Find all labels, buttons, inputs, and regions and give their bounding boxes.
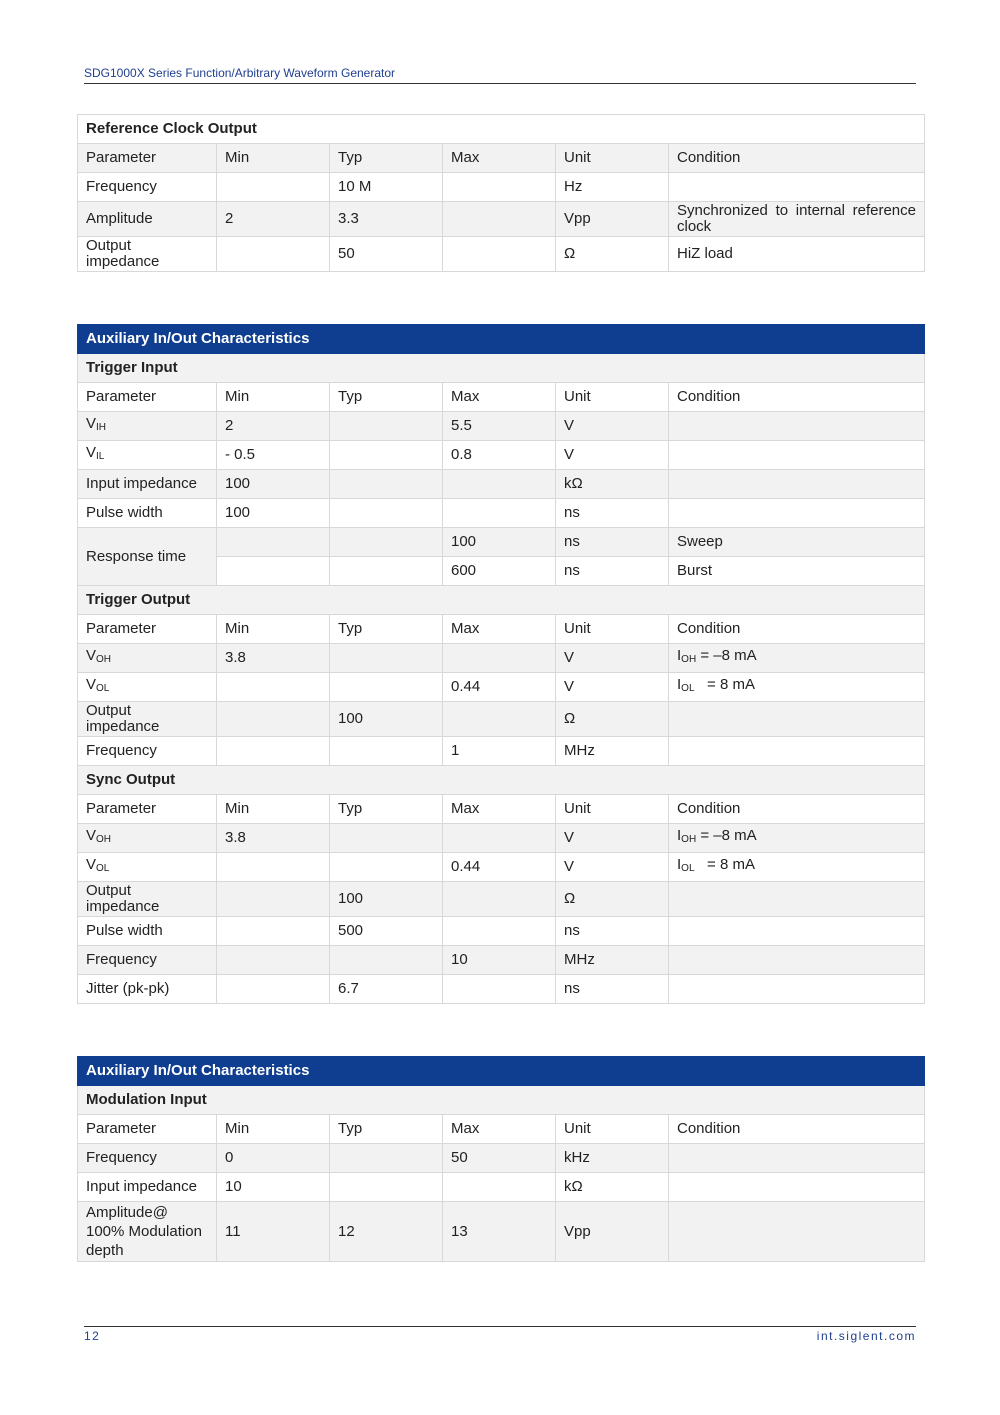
column-header: Unit — [556, 795, 669, 824]
table-cell: 500 — [330, 917, 443, 946]
table-cell — [217, 853, 330, 882]
column-header: Condition — [669, 615, 925, 644]
page-footer — [84, 1326, 916, 1343]
table-cell — [330, 853, 443, 882]
table-row — [78, 946, 925, 975]
table-cell: 3.8 — [217, 644, 330, 673]
table-cell: kΩ — [556, 1173, 669, 1202]
table-cell: Pulse width — [78, 917, 217, 946]
condition-cell: $I_{OL} = 8$ mA — [669, 673, 925, 702]
table-cell — [669, 946, 925, 975]
column-header-row — [78, 144, 925, 173]
table-cell: ns — [556, 917, 669, 946]
condition-cell: $I_{OH} = -8$ mA — [669, 644, 925, 673]
column-header: Min — [217, 1115, 330, 1144]
table-cell — [217, 737, 330, 766]
table-cell: 1 — [443, 737, 556, 766]
page-number: 12 — [84, 1329, 101, 1343]
table-cell — [330, 673, 443, 702]
column-header: Parameter — [78, 144, 217, 173]
column-header: Unit — [556, 383, 669, 412]
table-cell — [443, 702, 556, 737]
parameter-cell: $V_{OH}$ — [78, 644, 217, 673]
table-cell — [217, 237, 330, 272]
column-header: Condition — [669, 795, 925, 824]
column-header: Typ — [330, 615, 443, 644]
table-cell: Output impedance — [78, 882, 217, 917]
table-cell: 100 — [217, 470, 330, 499]
table-cell: 50 — [443, 1144, 556, 1173]
table-cell: Ω — [556, 237, 669, 272]
band-title: Auxiliary In/Out Characteristics — [78, 1057, 925, 1086]
table-cell — [669, 917, 925, 946]
table-cell: V — [556, 441, 669, 470]
parameter-cell: $V_{IH}$ — [78, 412, 217, 441]
section-title: Trigger Input — [78, 354, 925, 383]
table-cell: V — [556, 644, 669, 673]
band-row — [78, 325, 925, 354]
table-cell: 13 — [443, 1202, 556, 1262]
table-row — [78, 202, 925, 237]
table-cell — [669, 975, 925, 1004]
column-header: Parameter — [78, 615, 217, 644]
table-cell: ns — [556, 499, 669, 528]
column-header: Condition — [669, 144, 925, 173]
column-header: Max — [443, 795, 556, 824]
table-cell — [217, 673, 330, 702]
table-cell: 2 — [217, 202, 330, 237]
table-cell: MHz — [556, 946, 669, 975]
column-header: Max — [443, 615, 556, 644]
section-row — [78, 1086, 925, 1115]
table-row — [78, 975, 925, 1004]
table-cell: ns — [556, 975, 669, 1004]
table-cell: 3.8 — [217, 824, 330, 853]
table-cell — [330, 1173, 443, 1202]
column-header: Typ — [330, 383, 443, 412]
document-title: SDG1000X Series Function/Arbitrary Waveform Generator — [84, 66, 396, 80]
column-header: Parameter — [78, 383, 217, 412]
section-row — [78, 354, 925, 383]
table-cell — [217, 702, 330, 737]
table-cell: 10 M — [330, 173, 443, 202]
table-row — [78, 499, 925, 528]
table-cell — [330, 557, 443, 586]
table-cell — [330, 946, 443, 975]
column-header: Unit — [556, 144, 669, 173]
table-cell: V — [556, 824, 669, 853]
column-header-row — [78, 383, 925, 412]
table-cell — [443, 917, 556, 946]
table-cell — [443, 237, 556, 272]
section-title: Reference Clock Output — [78, 115, 925, 144]
table-row — [78, 737, 925, 766]
table-cell: 3.3 — [330, 202, 443, 237]
reference-clock-table — [77, 114, 925, 272]
table-cell: Sweep — [669, 528, 925, 557]
table-cell: 0.8 — [443, 441, 556, 470]
table-cell — [669, 470, 925, 499]
column-header: Unit — [556, 1115, 669, 1144]
table-cell: MHz — [556, 737, 669, 766]
table-cell: Frequency — [78, 173, 217, 202]
table-cell — [330, 528, 443, 557]
table-cell: Amplitude@ 100% Modulation depth — [78, 1202, 217, 1262]
table-cell: Hz — [556, 173, 669, 202]
table-cell: Amplitude — [78, 202, 217, 237]
table-cell — [330, 470, 443, 499]
table-cell: V — [556, 853, 669, 882]
table-cell: V — [556, 412, 669, 441]
table-row — [78, 237, 925, 272]
table-cell — [330, 644, 443, 673]
section-row — [78, 766, 925, 795]
table-row — [78, 441, 925, 470]
column-header: Typ — [330, 1115, 443, 1144]
table-cell: Input impedance — [78, 1173, 217, 1202]
section-title: Modulation Input — [78, 1086, 925, 1115]
table-cell: ns — [556, 528, 669, 557]
table-cell: 2 — [217, 412, 330, 441]
table-cell — [669, 173, 925, 202]
table-cell — [330, 412, 443, 441]
table-row — [78, 702, 925, 737]
table-row — [78, 528, 925, 557]
table-cell: 100 — [443, 528, 556, 557]
table-cell: Pulse width — [78, 499, 217, 528]
table-row — [78, 1144, 925, 1173]
table-cell — [669, 737, 925, 766]
table-row — [78, 853, 925, 882]
column-header: Typ — [330, 144, 443, 173]
column-header-row — [78, 795, 925, 824]
table-cell — [669, 1173, 925, 1202]
table-cell: Frequency — [78, 1144, 217, 1173]
table-cell — [443, 882, 556, 917]
table-cell — [443, 1173, 556, 1202]
table-cell: Frequency — [78, 737, 217, 766]
table-cell — [669, 499, 925, 528]
table-cell — [330, 1144, 443, 1173]
website-link[interactable]: int.siglent.com — [816, 1329, 916, 1343]
table-row — [78, 173, 925, 202]
table-cell: 10 — [443, 946, 556, 975]
table-row — [78, 412, 925, 441]
table-cell: Output impedance — [78, 702, 217, 737]
table-cell: 6.7 — [330, 975, 443, 1004]
parameter-cell: $V_{OL}$ — [78, 853, 217, 882]
column-header-row — [78, 1115, 925, 1144]
table-cell: Vpp — [556, 202, 669, 237]
table-cell: 100 — [217, 499, 330, 528]
table-cell: kHz — [556, 1144, 669, 1173]
table-cell: Input impedance — [78, 470, 217, 499]
table-cell: Frequency — [78, 946, 217, 975]
page-header — [84, 66, 916, 84]
column-header: Unit — [556, 615, 669, 644]
table-cell: 100 — [330, 702, 443, 737]
table-cell — [217, 528, 330, 557]
table-row — [78, 470, 925, 499]
table-cell — [669, 702, 925, 737]
table-cell — [443, 173, 556, 202]
table-cell: ns — [556, 557, 669, 586]
table-row — [78, 673, 925, 702]
table-cell: V — [556, 673, 669, 702]
section-title: Trigger Output — [78, 586, 925, 615]
table-cell — [330, 737, 443, 766]
parameter-cell: $V_{IL}$ — [78, 441, 217, 470]
table-cell — [669, 882, 925, 917]
column-header: Parameter — [78, 795, 217, 824]
column-header: Min — [217, 615, 330, 644]
table-cell: 600 — [443, 557, 556, 586]
table-cell: Ω — [556, 702, 669, 737]
condition-cell: $I_{OH} = -8$ mA — [669, 824, 925, 853]
table-cell — [443, 202, 556, 237]
table-cell: kΩ — [556, 470, 669, 499]
column-header: Min — [217, 144, 330, 173]
column-header: Max — [443, 383, 556, 412]
table-cell: 10 — [217, 1173, 330, 1202]
table-cell: Vpp — [556, 1202, 669, 1262]
column-header: Parameter — [78, 1115, 217, 1144]
table-cell: 5.5 — [443, 412, 556, 441]
condition-cell: $I_{OL} = 8$ mA — [669, 853, 925, 882]
table-cell — [330, 441, 443, 470]
column-header: Typ — [330, 795, 443, 824]
table-cell — [443, 644, 556, 673]
table-cell: Synchronized to internal reference clock — [669, 202, 925, 237]
table-cell: 11 — [217, 1202, 330, 1262]
column-header: Max — [443, 144, 556, 173]
table-cell — [443, 824, 556, 853]
table-cell: Response time — [78, 528, 217, 586]
table-row — [78, 917, 925, 946]
table-cell — [669, 1202, 925, 1262]
table-row — [78, 1202, 925, 1262]
table-cell — [669, 441, 925, 470]
column-header: Min — [217, 795, 330, 824]
column-header: Max — [443, 1115, 556, 1144]
table-cell — [443, 975, 556, 1004]
band-row — [78, 1057, 925, 1086]
table-cell: 12 — [330, 1202, 443, 1262]
column-header: Condition — [669, 1115, 925, 1144]
table-cell: 0 — [217, 1144, 330, 1173]
table-cell — [669, 1144, 925, 1173]
table-cell — [217, 173, 330, 202]
table-cell: - 0.5 — [217, 441, 330, 470]
column-header: Min — [217, 383, 330, 412]
parameter-cell: $V_{OL}$ — [78, 673, 217, 702]
table-cell: HiZ load — [669, 237, 925, 272]
table-cell — [330, 499, 443, 528]
table-cell — [330, 824, 443, 853]
table-cell — [669, 412, 925, 441]
table-cell — [217, 917, 330, 946]
table-cell: Output impedance — [78, 237, 217, 272]
section-row — [78, 115, 925, 144]
column-header-row — [78, 615, 925, 644]
band-title: Auxiliary In/Out Characteristics — [78, 325, 925, 354]
section-row — [78, 586, 925, 615]
table-cell: 50 — [330, 237, 443, 272]
table-cell: Ω — [556, 882, 669, 917]
table-cell — [217, 946, 330, 975]
table-cell: Burst — [669, 557, 925, 586]
auxiliary-io-table — [77, 324, 925, 1004]
table-cell: Jitter (pk-pk) — [78, 975, 217, 1004]
table-cell — [217, 975, 330, 1004]
table-cell: 100 — [330, 882, 443, 917]
table-row — [78, 824, 925, 853]
table-cell — [217, 882, 330, 917]
table-row — [78, 882, 925, 917]
column-header: Condition — [669, 383, 925, 412]
table-cell: 0.44 — [443, 673, 556, 702]
table-cell — [217, 557, 330, 586]
table-cell — [443, 499, 556, 528]
modulation-input-table — [77, 1056, 925, 1262]
table-cell — [443, 470, 556, 499]
table-row — [78, 644, 925, 673]
table-cell: 0.44 — [443, 853, 556, 882]
parameter-cell: $V_{OH}$ — [78, 824, 217, 853]
section-title: Sync Output — [78, 766, 925, 795]
table-row — [78, 1173, 925, 1202]
